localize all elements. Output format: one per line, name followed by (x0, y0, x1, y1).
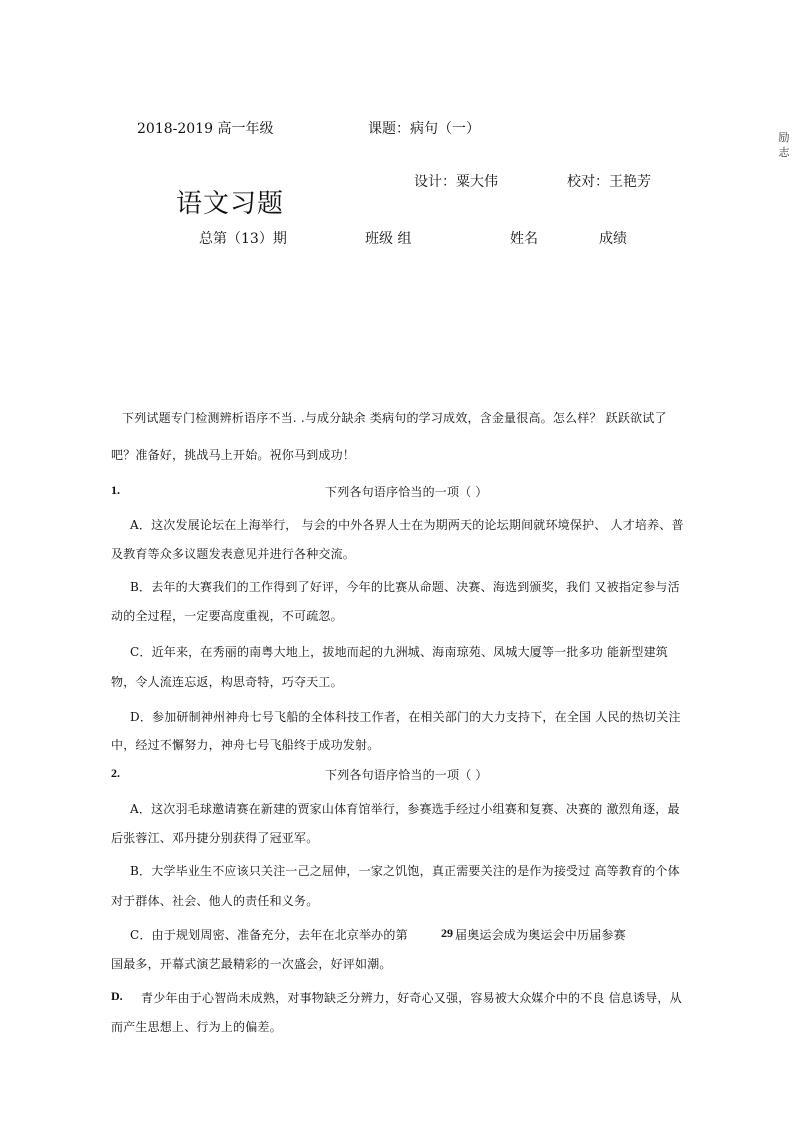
question-number: 1. (111, 483, 120, 497)
year-grade: 2018-2019 高一年级 (137, 121, 274, 137)
option-number-inline: 29 (441, 926, 453, 940)
option-line: C．近年来，在秀丽的南粤大地上，拔地而起的九洲城、海南琼苑、凤城大厦等一批多功 能新型建筑 (130, 645, 668, 659)
option-line: 动的全过程，一定要高度重视，不可疏忽。 (111, 609, 343, 623)
page-title: 语文习题 (176, 189, 285, 219)
option-line: 青少年由于心智尚未成熟，对事物缺乏分辨力，好奇心又强，容易被大众媒介中的不良 信息诱导，从 (141, 991, 682, 1005)
option-label: D. (111, 989, 123, 1003)
proofreader: 校对：王艳芳 (567, 174, 651, 190)
designer: 设计：粟大伟 (414, 174, 498, 190)
side-note-char: 志 (778, 146, 790, 159)
question-number: 2. (111, 766, 120, 780)
lesson-topic: 课题：病句（一） (368, 121, 480, 137)
side-note (776, 130, 792, 160)
option-line: D．参加研制神州神舟七号飞船的全体科技工作者，在相关部门的大力支持下，在全国 人民的热切关注 (130, 710, 681, 724)
intro-line: 下列试题专门检测辨析语序不当. .与成分缺余 类病句的学习成效，含金量很高。怎么样？ 跃跃欲试了 (122, 411, 667, 425)
option-line: 届奥运会成为奥运会中历届参赛 (455, 928, 626, 942)
class-group-label: 班级 组 (365, 231, 412, 247)
option-line: 对于群体、社会、他人的责任和义务。 (111, 894, 319, 908)
name-label: 姓名 (510, 231, 538, 247)
option-line: B．去年的大赛我们的工作得到了好评，今年的比赛从命题、决赛、海选到颁奖，我们 又被指定参与活 (130, 580, 680, 594)
option-line: 中，经过不懈努力，神舟七号飞船终于成功发射。 (111, 738, 380, 752)
intro-line: 吧？准备好，挑战马上开始。祝你马到成功！ (111, 448, 356, 462)
score-label: 成绩 (599, 231, 627, 247)
option-line: 及教育等众多议题发表意见并进行各种交流。 (111, 547, 356, 561)
option-line: B．大学毕业生不应该只关注一己之屈伸，一家之饥饱，真正需要关注的是作为接受过 高等教育的个体 (130, 864, 680, 878)
question-prompt: 下列各句语序恰当的一项（ ） (325, 485, 488, 499)
side-note-char: 励 (778, 131, 790, 144)
question-prompt: 下列各句语序恰当的一项（ ） (325, 768, 488, 782)
option-line: 国最多，开幕式演艺最精彩的一次盛会，好评如潮。 (111, 957, 392, 971)
option-line: C．由于规划周密、准备充分，去年在北京举办的第 (130, 928, 408, 942)
issue-number: 总第（13）期 (199, 231, 287, 247)
option-line: A．这次羽毛球邀请赛在新建的贾家山体育馆举行，参赛选手经过小组赛和复赛、决赛的 激烈角逐，最 (130, 802, 680, 816)
option-line: 物，令人流连忘返，构思奇特，巧夺天工。 (111, 675, 343, 689)
option-line: 而产生思想上、行为上的偏差。 (111, 1020, 282, 1034)
option-line: A．这次发展论坛在上海举行， 与会的中外各界人士在为期两天的论坛期间就环境保护、 人才培养、普 (130, 518, 684, 532)
option-line: 后张蓉江、邓丹捷分别获得了冠亚军。 (111, 831, 319, 845)
